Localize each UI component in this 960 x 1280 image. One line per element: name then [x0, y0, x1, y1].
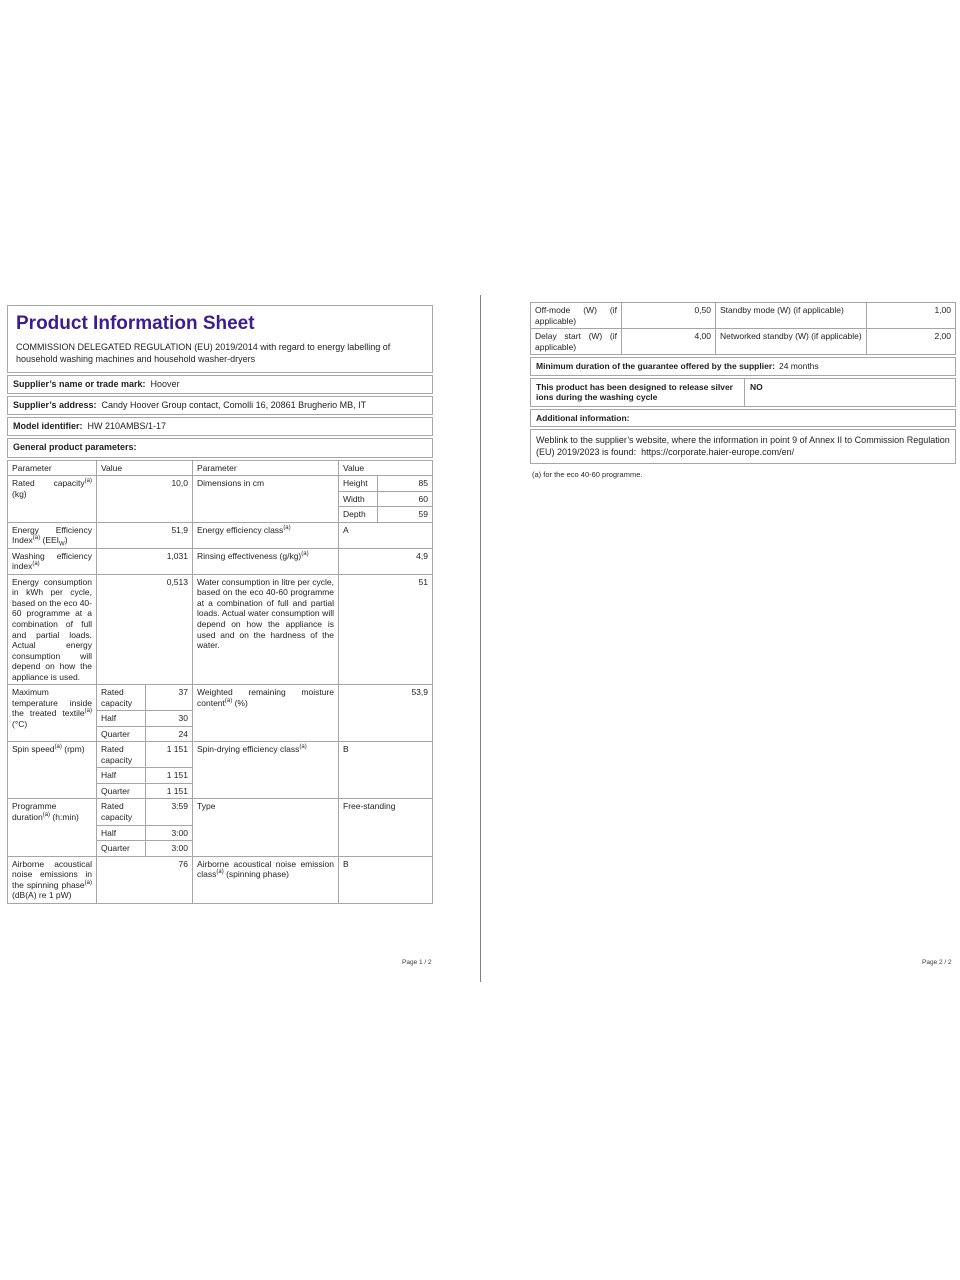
page-divider — [480, 295, 481, 982]
table-row-rated-capacity — [8, 476, 433, 523]
sub-quarter-value: 1 151 — [145, 783, 192, 798]
param-off-mode: Off-mode (W) (if applicable) — [531, 303, 622, 329]
sub-rated-label: Rated capacity — [97, 685, 145, 711]
header-parameter-2: Parameter — [193, 460, 339, 476]
table-row-max-temperature — [8, 685, 433, 742]
sub-half-label: Half — [97, 825, 145, 841]
sub-half-label: Half — [97, 711, 145, 727]
header-value-2: Value — [339, 460, 433, 476]
dim-height-label: Height — [339, 476, 377, 491]
param-moisture: Weighted remaining moisture content$^{(a)}$ (%) — [193, 685, 339, 742]
sub-half-value: 3:00 — [145, 825, 192, 841]
weblink-url: https://corporate.haier-europe.com/en/ — [641, 447, 795, 458]
spin-speed-subtable — [97, 742, 192, 798]
param-noise-class: Airborne acoustical noise emission class$^{(a)}$ (spinning phase) — [193, 856, 339, 903]
param-type: Type — [193, 799, 339, 856]
general-parameters-heading: General product parameters: — [7, 438, 433, 457]
value-off-mode: 0,50 — [622, 303, 716, 329]
value-noise: 76 — [97, 856, 193, 903]
value-type: Free-standing — [339, 799, 433, 856]
guarantee-value: 24 months — [778, 361, 819, 372]
dimensions-subtable — [339, 476, 432, 522]
value-spin-class: B — [339, 742, 433, 799]
param-spin-class: Spin-drying efficiency class$^{(a)}$ — [193, 742, 339, 799]
sub-rated-label: Rated capacity — [97, 742, 145, 768]
footnote-eco-programme: (a) for the eco 40-60 programme. — [532, 470, 643, 480]
sub-half-label: Half — [97, 768, 145, 784]
silver-ions-row — [530, 378, 956, 407]
table-row-spin-speed — [8, 742, 433, 799]
page-2-footer: Page 2 / 2 — [922, 959, 952, 966]
page-2 — [530, 302, 956, 480]
power-modes-table — [530, 302, 956, 355]
supplier-name-label: Supplier’s name or trade mark: — [13, 379, 146, 389]
value-energy-consumption: 0,513 — [97, 574, 193, 684]
guarantee-row — [530, 357, 956, 376]
param-standby: Standby mode (W) (if applicable) — [716, 303, 867, 329]
param-energy-consumption: Energy consumption in kWh per cycle, based on the eco 40-60 programme at a combination of full and partial loads. Actual energy consumption will depend on how the appliance is used. — [8, 574, 97, 684]
weblink-row — [530, 429, 956, 464]
sub-rated-label: Rated capacity — [97, 799, 145, 825]
param-water-consumption: Water consumption in litre per cycle, based on the eco 40-60 programme at a combination of full and partial loads. Actual water consumption will depend on how the appliance is used and on the hardness of the water. — [193, 574, 339, 684]
supplier-name-value: Hoover — [150, 379, 180, 389]
max-temperature-subtable — [97, 685, 192, 741]
param-rated-capacity: Rated capacity$^{(a)}$ (kg) — [8, 476, 97, 523]
table-row-washing-index — [8, 548, 433, 574]
page-1-footer: Page 1 / 2 — [402, 959, 432, 966]
duration-subtable-cell — [97, 799, 193, 856]
header-value-1: Value — [97, 460, 193, 476]
param-delay-start: Delay start (W) (if applicable) — [531, 329, 622, 355]
param-noise: Airborne acoustical noise emissions in the spinning phase$^{(a)}$ (dB(A) re 1 pW) — [8, 856, 97, 903]
param-max-temperature: Maximum temperature inside the treated textile$^{(a)}$ (°C) — [8, 685, 97, 742]
value-rated-capacity: 10,0 — [97, 476, 193, 523]
header-parameter-1: Parameter — [8, 460, 97, 476]
sub-rated-value: 3:59 — [145, 799, 192, 825]
duration-subtable — [97, 799, 192, 855]
silver-ions-value: NO — [750, 381, 763, 392]
additional-information-heading: Additional information: — [530, 409, 956, 428]
param-networked-standby: Networked standby (W) (if applicable) — [716, 329, 867, 355]
page-1 — [7, 305, 433, 904]
table-row-noise — [8, 856, 433, 903]
table-row-energy-consumption — [8, 574, 433, 684]
model-identifier-value: HW 210AMBS/1-17 — [87, 421, 167, 432]
param-energy-class: Energy efficiency class$^{(a)}$ — [193, 522, 339, 548]
page-title: Product Information Sheet — [16, 313, 255, 334]
supplier-address-label: Supplier’s address: — [13, 400, 97, 411]
model-identifier-row — [7, 417, 433, 436]
supplier-address-row — [7, 396, 433, 415]
dim-width-label: Width — [339, 491, 377, 507]
regulation-subtitle: COMMISSION DELEGATED REGULATION (EU) 2019/2014 with regard to energy labelling of household washing machines and household washer-dryers — [16, 342, 391, 364]
param-eei: Energy Efficiency Index$^{(a)}$ $(EEI_W)$ — [8, 522, 97, 548]
table-row-programme-duration — [8, 799, 433, 856]
dim-depth-label: Depth — [343, 509, 366, 520]
table-row-eei — [8, 522, 433, 548]
dim-width-value: 60 — [377, 491, 432, 507]
dim-depth-value: 59 — [377, 507, 432, 522]
value-networked-standby: 2,00 — [867, 329, 956, 355]
value-water-consumption: 51 — [339, 574, 433, 684]
model-identifier-label: Model identifier: — [13, 421, 83, 432]
general-parameters-table — [7, 460, 433, 904]
guarantee-label: Minimum duration of the guarantee offered by the supplier: — [536, 361, 775, 372]
max-temperature-subtable-cell — [97, 685, 193, 742]
value-rinsing: 4,9 — [339, 548, 433, 574]
param-rinsing: Rinsing effectiveness $(g/kg)^{(a)}$ — [193, 548, 339, 574]
sub-quarter-value: 24 — [145, 726, 192, 741]
sub-quarter-label: Quarter — [101, 785, 130, 796]
sub-quarter-label: Quarter — [101, 728, 130, 739]
table-row-delay-start — [531, 329, 956, 355]
value-washing-index: 1,031 — [97, 548, 193, 574]
sub-rated-value: 37 — [145, 685, 192, 711]
title-block — [7, 305, 433, 373]
table-header-row — [8, 460, 433, 476]
sub-half-value: 1 151 — [145, 768, 192, 784]
value-moisture: 53,9 — [339, 685, 433, 742]
table-row-off-mode — [531, 303, 956, 329]
value-noise-class: B — [339, 856, 433, 903]
param-programme-duration: Programme duration$^{(a)}$ (h:min) — [8, 799, 97, 856]
param-washing-index: Washing efficiency index$^{(a)}$ — [8, 548, 97, 574]
value-delay-start: 4,00 — [622, 329, 716, 355]
sub-half-value: 30 — [145, 711, 192, 727]
param-spin-speed: Spin speed$^{(a)}$ (rpm) — [8, 742, 97, 799]
silver-ions-label: This product has been designed to release silver ions during the washing cycle — [531, 379, 745, 406]
value-energy-class: A — [339, 522, 433, 548]
weblink-intro: Weblink to the supplier’s website, where the information in point 9 of Annex II to Commission Regulation (EU) 2019/2023 is found: — [536, 435, 950, 458]
supplier-address-value: Candy Hoover Group contact, Comolli 16, 20861 Brugherio MB, IT — [101, 400, 367, 411]
spin-speed-subtable-cell — [97, 742, 193, 799]
value-eei: 51,9 — [97, 522, 193, 548]
sub-rated-value: 1 151 — [145, 742, 192, 768]
dimensions-subtable-cell — [339, 476, 433, 523]
param-dimensions: Dimensions in cm — [193, 476, 339, 523]
value-standby: 1,00 — [867, 303, 956, 329]
supplier-name-row — [7, 375, 433, 394]
dim-height-value: 85 — [377, 476, 432, 491]
sub-quarter-label: Quarter — [101, 843, 130, 854]
sub-quarter-value: 3:00 — [145, 841, 192, 856]
